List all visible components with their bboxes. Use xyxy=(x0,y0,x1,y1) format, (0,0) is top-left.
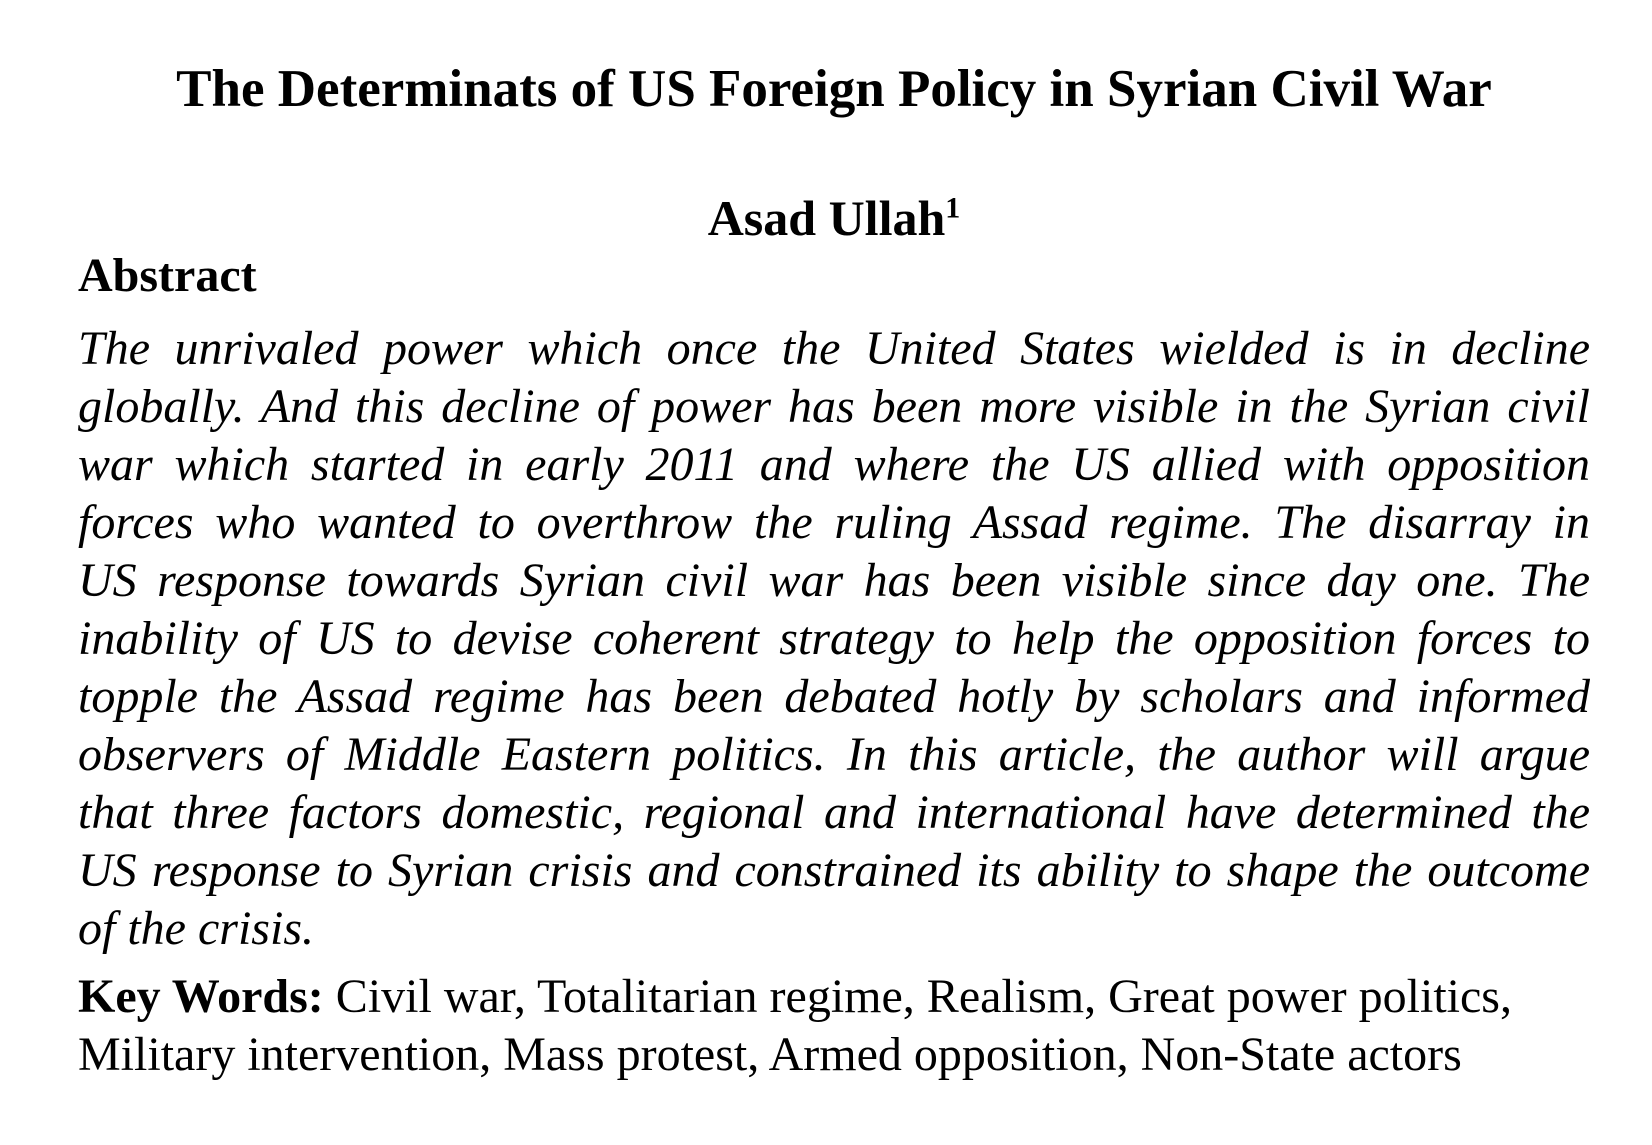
abstract-body xyxy=(78,320,1590,958)
abstract-line: US response to Syrian crisis and constrained its ability to shape the outcome xyxy=(78,844,1590,897)
abstract-line: inability of US to devise coherent strategy to help the opposition forces to xyxy=(78,612,1590,665)
abstract-line: The unrivaled power which once the United States wielded is in decline xyxy=(78,322,1590,375)
paper-title: The Determinats of US Foreign Policy in Syrian Civil War xyxy=(176,60,1492,118)
abstract-line: globally. And this decline of power has been more visible in the Syrian civil xyxy=(78,380,1590,433)
abstract-line: war which started in early 2011 and where the US allied with opposition xyxy=(78,438,1590,491)
abstract-line: of the crisis. xyxy=(78,902,314,955)
abstract-line: US response towards Syrian civil war has been visible since day one. The xyxy=(78,554,1590,607)
author-footnote-marker: 1 xyxy=(945,191,961,225)
abstract-line: observers of Middle Eastern politics. In this article, the author will argue xyxy=(78,728,1590,781)
keywords-text: Civil war, Totalitarian regime, Realism, Great power politics, Military intervention, Mass protest, Armed opposition, Non-State actors xyxy=(78,970,1512,1081)
author-name: Asad Ullah xyxy=(707,190,946,246)
abstract-heading: Abstract xyxy=(78,249,257,302)
keywords-paragraph xyxy=(78,968,1590,1084)
abstract-line: that three factors domestic, regional and international have determined the xyxy=(78,786,1590,839)
author-line xyxy=(78,189,1590,247)
abstract-line: topple the Assad regime has been debated hotly by scholars and informed xyxy=(78,670,1590,723)
abstract-line: forces who wanted to overthrow the ruling Assad regime. The disarray in xyxy=(78,496,1590,549)
keywords-label: Key Words: xyxy=(78,970,324,1023)
